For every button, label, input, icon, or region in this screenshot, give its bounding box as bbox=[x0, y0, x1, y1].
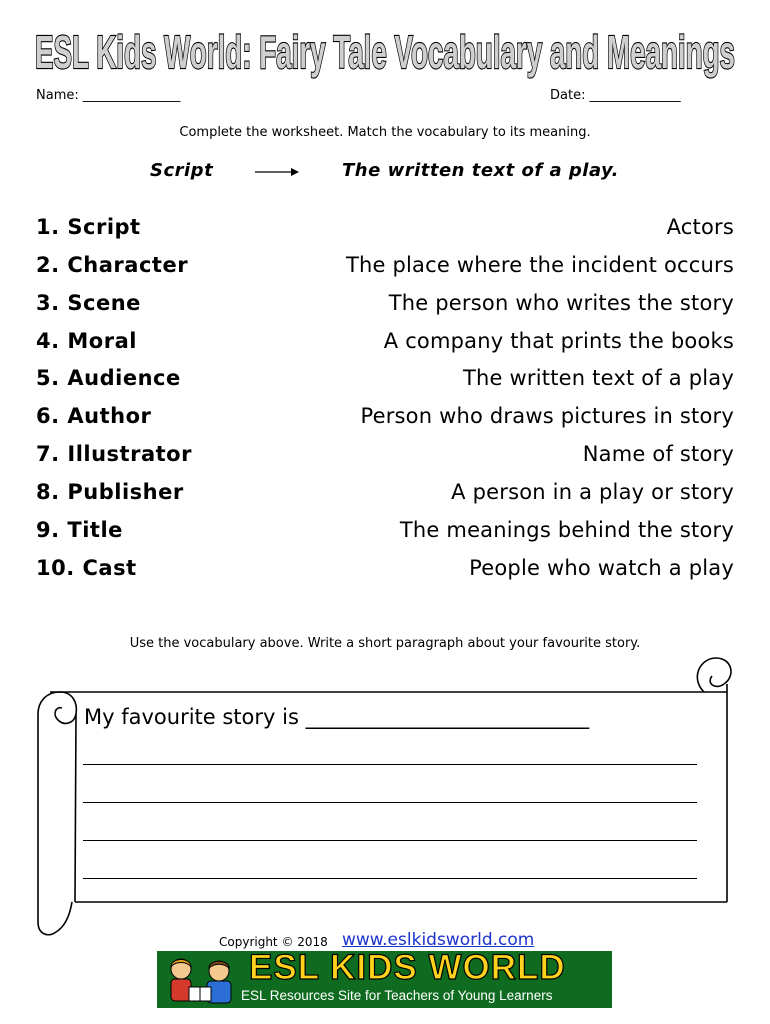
name-field[interactable]: Name: _______________ bbox=[36, 88, 181, 103]
vocab-item: 1. Script bbox=[36, 215, 141, 239]
example-meaning: The written text of a play. bbox=[342, 160, 619, 181]
meaning-item: Name of story bbox=[582, 442, 734, 466]
meaning-item: A company that prints the books bbox=[383, 329, 734, 353]
paragraph-instructions: Use the vocabulary above. Write a short paragraph about your favourite story. bbox=[129, 636, 641, 651]
meaning-item: The place where the incident occurs bbox=[345, 253, 734, 277]
match-instructions: Complete the worksheet. Match the vocabulary to its meaning. bbox=[179, 125, 591, 140]
meaning-item: The person who writes the story bbox=[388, 291, 734, 315]
meaning-item: Person who draws pictures in story bbox=[360, 404, 734, 428]
banner-subtitle: ESL Resources Site for Teachers of Young Learners bbox=[241, 988, 553, 1003]
writing-line[interactable] bbox=[83, 878, 697, 879]
writing-line[interactable] bbox=[83, 802, 697, 803]
meaning-item: Actors bbox=[666, 215, 734, 239]
website-link[interactable]: www.eslkidsworld.com bbox=[342, 930, 535, 950]
banner-title: ESL KIDS WORLD bbox=[249, 951, 566, 987]
writing-line[interactable] bbox=[83, 840, 697, 841]
kids-reading-logo-icon bbox=[161, 953, 243, 1006]
vocab-item: 7. Illustrator bbox=[36, 442, 192, 466]
favourite-story-prompt[interactable]: My favourite story is ___________________________ bbox=[84, 705, 590, 729]
vocab-item: 4. Moral bbox=[36, 329, 137, 353]
worksheet-title bbox=[0, 0, 770, 90]
vocab-item: 8. Publisher bbox=[36, 480, 184, 504]
title-text: ESL Kids World: Fairy Tale Vocabulary and Meanings bbox=[35, 26, 735, 78]
writing-line[interactable] bbox=[83, 764, 697, 765]
arrow-right-icon bbox=[254, 163, 300, 179]
meaning-item: People who watch a play bbox=[469, 556, 734, 580]
vocab-item: 9. Title bbox=[36, 518, 123, 542]
copyright-text: Copyright © 2018 bbox=[219, 935, 328, 949]
esl-kids-world-banner[interactable] bbox=[157, 951, 612, 1008]
meaning-item: The meanings behind the story bbox=[399, 518, 734, 542]
meaning-item: A person in a play or story bbox=[451, 480, 734, 504]
scroll-frame bbox=[0, 650, 770, 940]
vocab-item: 10. Cast bbox=[36, 556, 137, 580]
vocab-item: 6. Author bbox=[36, 404, 152, 428]
date-field[interactable]: Date: ______________ bbox=[550, 88, 681, 103]
vocab-item: 3. Scene bbox=[36, 291, 141, 315]
vocab-item: 2. Character bbox=[36, 253, 189, 277]
example-word: Script bbox=[150, 160, 214, 181]
meaning-item: The written text of a play bbox=[463, 366, 734, 390]
vocab-item: 5. Audience bbox=[36, 366, 181, 390]
